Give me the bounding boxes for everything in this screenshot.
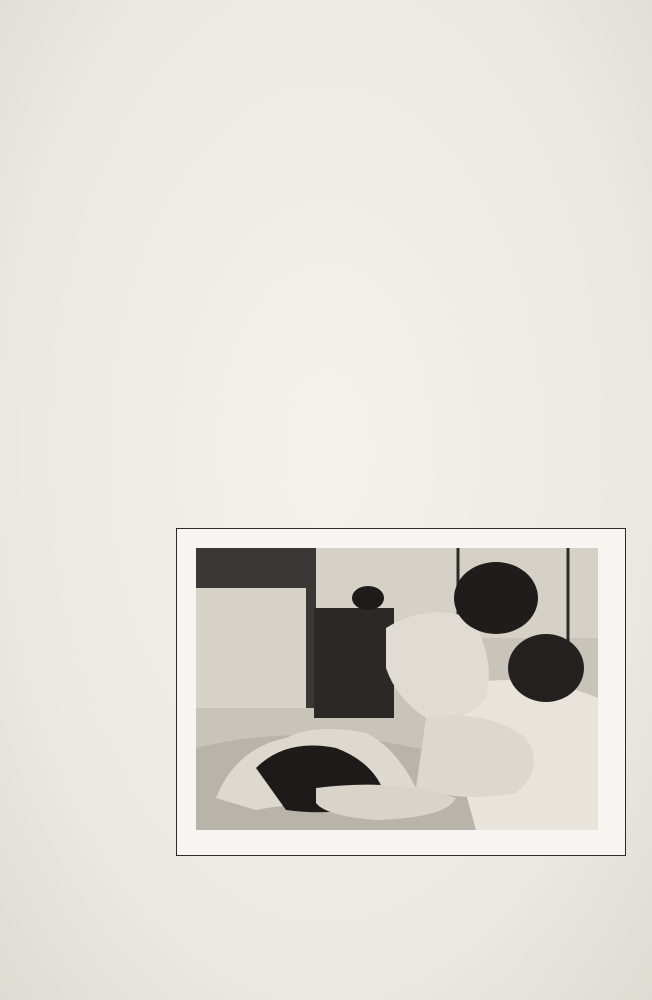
photograph — [196, 548, 598, 830]
photograph-icon — [196, 548, 598, 830]
